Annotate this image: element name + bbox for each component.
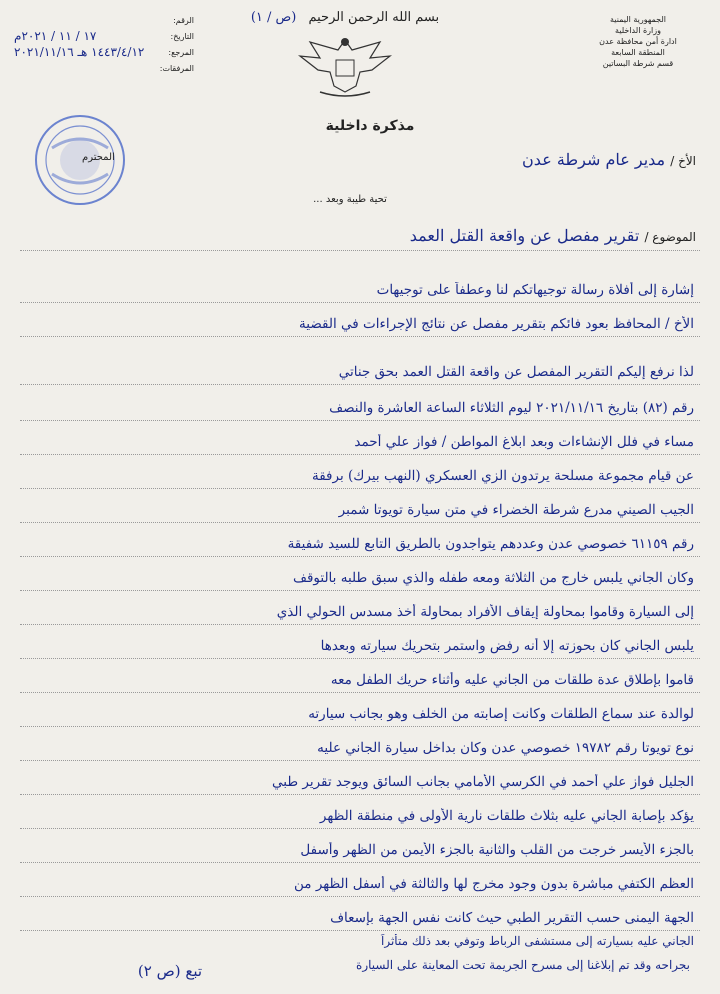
page-note: (ص / ١) [250,10,297,25]
memo-title: مذكرة داخلية [325,118,415,134]
stamp-respected-label: المحترم [82,152,115,163]
body-line: رقم ٦١١٥٩ خصوصي عدن وعددهم يتواجدون بالطريق التابع للسيد شفيقة [287,536,694,552]
station-name: قسم شرطة البساتين [602,59,674,68]
reference-label: المرجع: [168,48,194,57]
body-line: العظم الكتفي مباشرة بدون وجود مخرج لها والثالثة في أسفل الظهر من [294,876,694,892]
subject-label: الموضوع / [644,230,696,244]
letterhead-organization [568,14,708,69]
reference-value: ١٤٤٣/٤/١٢ هـ ٢٠٢١/١١/١٦ [14,45,145,59]
body-line: نوع تويوتا رقم ١٩٧٨٢ خصوصي عدن وكان بداخل سيارة الجاني عليه [317,740,694,756]
body-line: يؤكد بإصابة الجاني عليه بثلاث طلقات نارية الأولى في منطقة الظهر [319,808,694,824]
body-line: الجاني عليه بسيارته إلى مستشفى الرباط وتوفي بعد ذلك متأثراً [381,934,694,948]
body-line: الأخ / المحافظ بعود فائكم بتقرير مفصل عن نتائج الإجراءات في القضية [299,316,694,332]
body-line: يلبس الجاني كان بحوزته إلا أنه رفض واستمر بتحريك سيارته وبعدها [320,638,694,654]
subject-line [410,226,696,245]
body-line: لوالدة عند سماع الطلقات وكانت إصابته من الخلف وهو بجانب سيارته [308,706,694,722]
date-label: التاريخ: [170,32,194,41]
body-line: وكان الجاني يلبس خارج من الثلاثة ومعه طفله والذي سبق طلبه بالتوقف [292,570,694,586]
body-line: بالجزء الأيسر خرجت من القلب والثانية بالجزء الأيمن من الظهر وأسفل [300,842,694,858]
addressee-value: مدير عام شرطة عدن [522,150,666,169]
country-name: الجمهورية اليمنية [609,15,666,24]
body-line: إلى السيارة وقاموا بمحاولة إيقاف الأفراد بمحاولة أخذ مسدس الحولي الذي [276,604,694,620]
body-line: الجليل فواز علي أحمد في الكرسي الأمامي بجانب السائق ويوجد تقرير طبي [272,774,694,790]
body-line: رقم (٨٢) بتاريخ ٢٠٢١/١١/١٦ ليوم الثلاثاء الساعة العاشرة والنصف [329,400,694,416]
addressee-label: الأخ / [670,154,696,168]
body-line: قاموا بإطلاق عدة طلقات من الجاني عليه وأثناء حريك الطفل معه [330,672,694,688]
date-value: ١٧ / ١١ / ٢٠٢١م [14,29,97,43]
attachments-label: المرفقات: [159,64,194,73]
district-name: المنطقة السابعة [611,48,665,57]
bismillah [230,10,460,25]
body-line: إشارة إلى أفلاة رسالة توجيهاتكم لنا وعطفاً على توجيهات [376,282,694,298]
addressee-line [522,150,696,169]
greeting: تحية طيبة وبعد ... [313,194,387,205]
body-line: مساء في فلل الإنشاءات وبعد ابلاغ المواطن / فواز علي أحمد [354,434,694,450]
ministry-name: وزارة الداخلية [615,26,661,35]
body-line: عن قيام مجموعة مسلحة يرتدون الزي العسكري (النهب بيرك) برفقة [311,468,694,484]
body-line: الجيب الصيني مدرع شرطة الخضراء في متن سيارة تويوتا شمبر [338,502,694,518]
body-line: بجراحه وقد تم إبلاغنا إلى مسرح الجريمة تحت المعاينة على السيارة [356,958,690,972]
body-line: لذا نرفع إليكم التقرير المفصل عن واقعة القتل العمد بحق جناتي [338,364,694,380]
body-line: الجهة اليمنى حسب التقرير الطبي حيث كانت نفس الجهة بإسعاف [330,910,694,926]
eagle-emblem-icon [290,30,400,100]
number-label: الرقم: [173,16,194,25]
subject-value: تقرير مفصل عن واقعة القتل العمد [409,226,640,245]
letterhead-reference [14,16,194,80]
continuation-note: تبع (ص ٢) [137,962,203,980]
bismillah-text: بسم الله الرحمن الرحيم [308,10,440,25]
department-name: ادارة أمن محافظة عدن [599,37,677,46]
